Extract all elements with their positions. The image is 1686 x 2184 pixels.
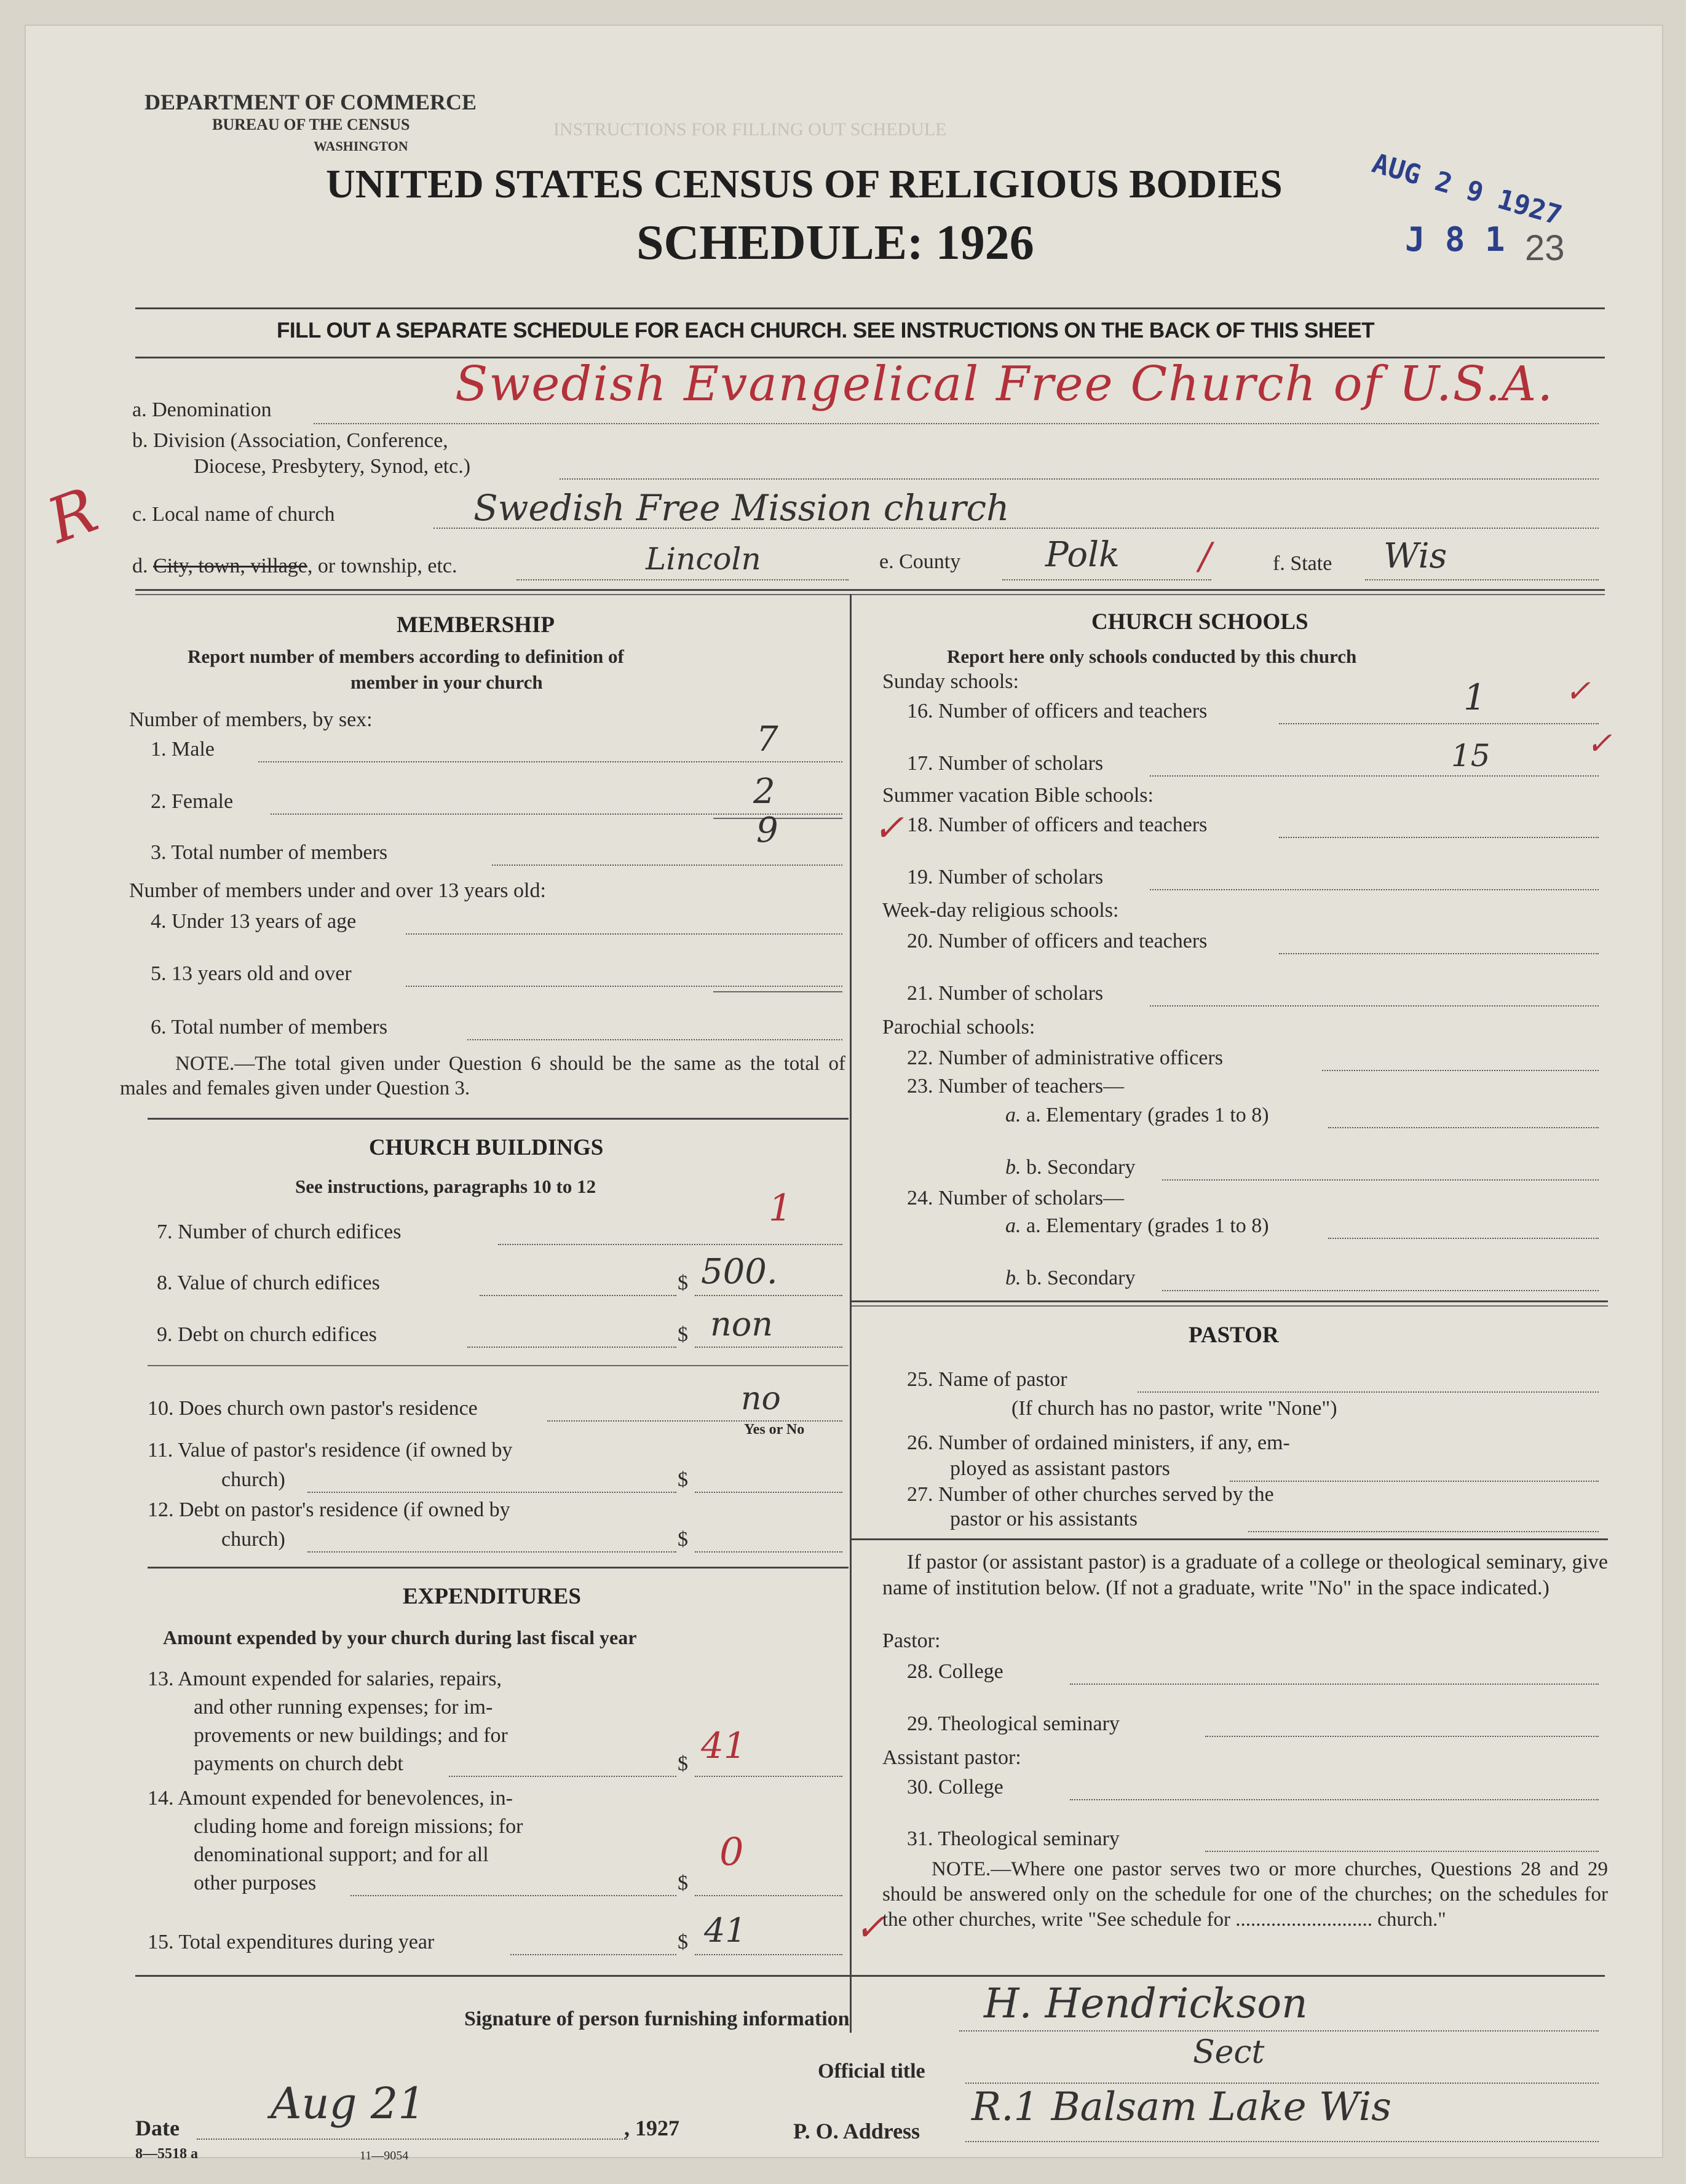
q17-field[interactable]: 15	[1451, 738, 1490, 774]
q23b-label: b. b. Secondary	[1005, 1156, 1136, 1179]
q29-label: 29. Theological seminary	[907, 1712, 1120, 1735]
q14-label-line3: denominational support; and for all	[194, 1843, 489, 1866]
q28-field[interactable]	[1070, 1684, 1599, 1685]
division-label-line1: b. Division (Association, Conference,	[132, 429, 448, 452]
city-name: WASHINGTON	[314, 138, 408, 154]
q31-label: 31. Theological seminary	[907, 1827, 1120, 1850]
summer-schools-label: Summer vacation Bible schools:	[882, 784, 1154, 807]
weekday-schools-label: Week-day religious schools:	[882, 899, 1119, 922]
official-title-label: Official title	[818, 2060, 925, 2083]
q19-label: 19. Number of scholars	[907, 866, 1104, 888]
date-year: , 1927	[624, 2116, 679, 2140]
date-field[interactable]: Aug 21	[271, 2078, 425, 2129]
membership-desc-line2: member in your church	[350, 671, 543, 693]
q10-owns-residence-label: 10. Does church own pastor's residence	[148, 1397, 478, 1420]
q6-total-members-label: 6. Total number of members	[151, 1016, 388, 1039]
q11-value-residence-label-line1: 11. Value of pastor's residence (if owned by	[148, 1439, 513, 1462]
county-field[interactable]: Polk	[1045, 535, 1120, 575]
state-field[interactable]: Wis	[1383, 536, 1447, 576]
q24a-field[interactable]	[1328, 1238, 1599, 1239]
q7-edifices-label: 7. Number of church edifices	[157, 1221, 402, 1243]
po-address-label: P. O. Address	[793, 2119, 920, 2143]
denomination-field[interactable]: Swedish Evangelical Free Church of U.S.A.	[455, 357, 1554, 412]
members-by-age-label: Number of members under and over 13 years old:	[129, 879, 546, 902]
graduate-instruction-note: If pastor (or assistant pastor) is a graduate of a college or theological seminary, give name of institution below. (If not a graduate, write "No" in the space indicated.)	[882, 1551, 1608, 1599]
q5-13-and-over-label: 5. 13 years old and over	[151, 962, 352, 985]
q16-check-mark: ✓	[1565, 673, 1591, 709]
official-title-field[interactable]: Sect	[1193, 2034, 1265, 2071]
members-by-sex-label: Number of members, by sex:	[129, 708, 373, 731]
q31-field[interactable]	[1205, 1851, 1599, 1852]
membership-note: NOTE.—The total given under Question 6 should be the same as the total of males and females given under Question 3.	[120, 1053, 845, 1099]
q17-label: 17. Number of scholars	[907, 752, 1104, 775]
q1-male-label: 1. Male	[151, 738, 215, 761]
q22-field[interactable]	[1322, 1070, 1599, 1071]
q15-check-mark: ✓	[855, 1906, 886, 1949]
q19-field[interactable]	[1150, 889, 1599, 890]
q7-edifices-field[interactable]: 1	[769, 1187, 793, 1230]
q27-label-line1: 27. Number of other churches served by the	[907, 1483, 1274, 1506]
received-date-stamp: AUG 2 9 1927	[1368, 148, 1565, 232]
q23b-label-text: b. Secondary	[1026, 1156, 1136, 1179]
q24b-field[interactable]	[1162, 1290, 1599, 1291]
q18-field[interactable]	[1279, 837, 1599, 838]
q30-field[interactable]	[1070, 1799, 1599, 1800]
signature-field[interactable]: H. Hendrickson	[984, 1980, 1308, 2027]
q13-amount-field[interactable]: 41	[701, 1725, 746, 1767]
q12-debt-residence-label-line1: 12. Debt on pastor's residence (if owned by	[148, 1498, 510, 1521]
q11-dollar-sign: $	[678, 1468, 688, 1491]
q15-total-field[interactable]: 41	[704, 1911, 746, 1950]
q17-check-mark: ✓	[1586, 726, 1612, 761]
q20-field[interactable]	[1279, 953, 1599, 954]
q5-13-and-over-field[interactable]	[406, 986, 842, 987]
q26-label-line1: 26. Number of ordained ministers, if any, em-	[907, 1431, 1290, 1454]
q25-label: 25. Name of pastor	[907, 1368, 1067, 1391]
q9-debt-edifices-label: 9. Debt on church edifices	[157, 1323, 377, 1346]
form-subtitle: SCHEDULE: 1926	[636, 216, 1034, 270]
q4-under-13-label: 4. Under 13 years of age	[151, 910, 357, 933]
file-code-stamp: J 8 1	[1405, 220, 1505, 259]
q21-field[interactable]	[1150, 1005, 1599, 1007]
city-township-label: d. City, town, village, or township, etc.	[132, 555, 457, 577]
q13-label-line3: provements or new buildings; and for	[194, 1724, 508, 1747]
q3-check-mark: ✓	[873, 807, 904, 850]
q14-label-line1: 14. Amount expended for benevolences, in-	[148, 1787, 513, 1810]
q26-field[interactable]	[1230, 1481, 1599, 1482]
department-name: DEPARTMENT OF COMMERCE	[144, 90, 477, 114]
q20-label: 20. Number of officers and teachers	[907, 930, 1208, 952]
pastor-note: NOTE.—Where one pastor serves two or more churches, Questions 28 and 29 should be answered only on the schedule for one of the churches; on the schedules for the other churches, write "See schedule for ........................... church."	[882, 1858, 1608, 1931]
q12-debt-residence-label-line2: church)	[221, 1528, 285, 1551]
expenditures-desc: Amount expended by your church during last fiscal year	[163, 1626, 637, 1648]
county-label: e. County	[879, 550, 961, 573]
q14-label-line2: cluding home and foreign missions; for	[194, 1815, 523, 1838]
state-label: f. State	[1273, 552, 1332, 575]
q24a-label: a. a. Elementary (grades 1 to 8)	[1005, 1214, 1269, 1237]
q8-value-edifices-field[interactable]: 500.	[701, 1252, 778, 1292]
expenditures-section-title: EXPENDITURES	[403, 1584, 581, 1609]
form-number: 8—5518 a	[135, 2146, 198, 2162]
church-schools-section-title: CHURCH SCHOOLS	[1091, 609, 1308, 635]
q24b-label: b. b. Secondary	[1005, 1267, 1136, 1289]
margin-review-mark: R	[38, 473, 107, 558]
city-township-field[interactable]: Lincoln	[646, 541, 761, 577]
q3-total-members-label: 3. Total number of members	[151, 841, 388, 864]
division-field[interactable]	[560, 478, 1599, 480]
q14-label-line4: other purposes	[194, 1872, 317, 1894]
local-name-label: c. Local name of church	[132, 503, 335, 526]
q18-label: 18. Number of officers and teachers	[907, 813, 1208, 836]
census-schedule-sheet	[25, 25, 1663, 2162]
assistant-pastor-subheading: Assistant pastor:	[882, 1746, 1021, 1769]
q3-total-members-field[interactable]: 9	[756, 810, 778, 850]
membership-desc-line1: Report number of members according to definition of	[188, 646, 624, 667]
q12-debt-residence-field[interactable]	[695, 1551, 842, 1553]
membership-section-title: MEMBERSHIP	[397, 612, 555, 638]
q2-female-field[interactable]: 2	[753, 772, 775, 812]
church-schools-desc: Report here only schools conducted by this church	[947, 646, 1357, 667]
pastor-section-title: PASTOR	[1189, 1323, 1279, 1348]
q6-total-members-field[interactable]	[467, 1039, 842, 1040]
q13-label-line1: 13. Amount expended for salaries, repairs,	[148, 1668, 502, 1690]
q23b-field[interactable]	[1162, 1179, 1599, 1181]
buildings-desc: See instructions, paragraphs 10 to 12	[295, 1176, 596, 1197]
buildings-section-title: CHURCH BUILDINGS	[369, 1135, 604, 1160]
separate-schedule-instruction: FILL OUT A SEPARATE SCHEDULE FOR EACH CHURCH. SEE INSTRUCTIONS ON THE BACK OF THIS SHEET	[277, 318, 1375, 342]
q26-label-line2: ployed as assistant pastors	[950, 1457, 1170, 1480]
local-name-field[interactable]: Swedish Free Mission church	[473, 487, 1010, 529]
q14-amount-field[interactable]: 0	[719, 1829, 744, 1874]
q27-field[interactable]	[1248, 1531, 1599, 1532]
q13-label-line4: payments on church debt	[194, 1752, 403, 1775]
schedule-number: 23	[1525, 228, 1565, 268]
pastor-subheading: Pastor:	[882, 1629, 941, 1652]
q14-dollar-sign: $	[678, 1872, 688, 1894]
po-address-field[interactable]: R.1 Balsam Lake Wis	[972, 2084, 1391, 2130]
form-title: UNITED STATES CENSUS OF RELIGIOUS BODIES	[326, 162, 1283, 207]
q25-hint: (If church has no pastor, write "None")	[1011, 1397, 1337, 1420]
q25-field[interactable]	[1138, 1391, 1599, 1393]
q27-label-line2: pastor or his assistants	[950, 1508, 1138, 1530]
q12-dollar-sign: $	[678, 1528, 688, 1551]
q11-value-residence-field[interactable]	[695, 1492, 842, 1493]
date-label: Date	[135, 2116, 180, 2140]
q21-label: 21. Number of scholars	[907, 982, 1104, 1005]
q9-dollar-sign: $	[678, 1323, 688, 1346]
q24-label: 24. Number of scholars—	[907, 1187, 1125, 1209]
signature-label: Signature of person furnishing information	[464, 2008, 850, 2030]
q13-dollar-sign: $	[678, 1752, 688, 1775]
q8-dollar-sign: $	[678, 1272, 688, 1294]
sunday-schools-label: Sunday schools:	[882, 670, 1019, 693]
q23-label: 23. Number of teachers—	[907, 1075, 1125, 1098]
q24b-label-text: b. Secondary	[1026, 1267, 1136, 1289]
denomination-label: a. Denomination	[132, 398, 272, 421]
bureau-name: BUREAU OF THE CENSUS	[212, 116, 410, 133]
q23a-label: a. a. Elementary (grades 1 to 8)	[1005, 1104, 1269, 1126]
q22-label: 22. Number of administrative officers	[907, 1046, 1223, 1069]
reverse-bleed-through: INSTRUCTIONS FOR FILLING OUT SCHEDULE	[553, 119, 947, 140]
q28-label: 28. College	[907, 1660, 1003, 1683]
q16-field[interactable]: 1	[1463, 676, 1486, 718]
q15-dollar-sign: $	[678, 1931, 688, 1953]
division-label-line2: Diocese, Presbytery, Synod, etc.)	[194, 455, 471, 478]
q10-owns-residence-field[interactable]: no	[741, 1380, 781, 1417]
parochial-schools-label: Parochial schools:	[882, 1016, 1035, 1039]
q30-label: 30. College	[907, 1776, 1003, 1798]
q4-under-13-field[interactable]	[406, 933, 842, 935]
q16-label: 16. Number of officers and teachers	[907, 700, 1208, 722]
q9-debt-edifices-field[interactable]: non	[710, 1305, 774, 1343]
print-code: 11—9054	[360, 2149, 409, 2162]
q29-field[interactable]	[1205, 1736, 1599, 1737]
q11-value-residence-label-line2: church)	[221, 1468, 285, 1491]
q8-value-edifices-label: 8. Value of church edifices	[157, 1272, 380, 1294]
q23a-field[interactable]	[1328, 1127, 1599, 1128]
county-check-mark: /	[1199, 535, 1212, 578]
q13-label-line2: and other running expenses; for im-	[194, 1696, 493, 1719]
q23a-label-text: a. Elementary (grades 1 to 8)	[1026, 1104, 1269, 1126]
q24a-label-text: a. Elementary (grades 1 to 8)	[1026, 1214, 1269, 1237]
q1-male-field[interactable]: 7	[756, 719, 778, 759]
q2-female-label: 2. Female	[151, 790, 234, 813]
q15-total-label: 15. Total expenditures during year	[148, 1931, 435, 1953]
q10-yes-no-hint: Yes or No	[744, 1422, 805, 1438]
